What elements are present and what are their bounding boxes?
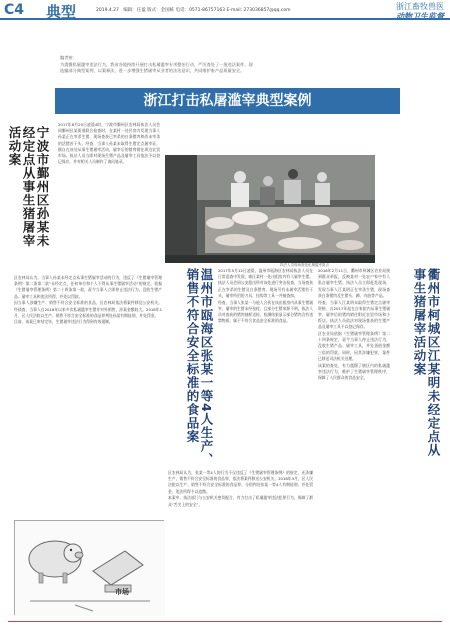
- pig-market-cartoon: [15, 521, 165, 616]
- section-title: 典型: [46, 3, 77, 21]
- publication-name: 浙江畜牧兽医: [396, 2, 444, 11]
- headline-left: 宁波市鄞州区孙某未经定点从事生猪屠宰活动案: [7, 126, 50, 248]
- banner-title: 浙江打击私屠滥宰典型案例: [143, 93, 312, 109]
- article-paragraph: 2017年5月12日凌晨，温州市瓯海区农林局执法人员在日常巡查中发现，辖区某村一处出租房内有人屠宰生猪。执法人员会同公安派出所对该处进行突击检查，当场查获正在宰杀的生猪及白条猪肉，现场另有未屠宰活猪若干头，屠宰所用的刀具、挂钩等工具一并被查扣。: [218, 268, 313, 298]
- masthead-meta: [96, 7, 291, 13]
- headline-middle: 温州市瓯海区张某一等4人生产、销售不符合安全标准的食品案: [185, 268, 214, 467]
- news-photo: [165, 155, 375, 263]
- editor-note-line: 选编部分典型案例，以案释法，进一步增强生猪屠宰从业者的法治意识，共同维护畜产品质量安全。: [60, 68, 245, 73]
- article-paragraph: 2018年2月11日，衢州市柯城区农业局接到群众举报，反映某村一处农户家中有人私自屠宰生猪。执法人员立即赶赴现场，发现当事人江某明正在宰杀生猪，现场查获白条猪肉及生猪头、蹄、内脏等产品。: [318, 268, 390, 298]
- article-paragraph: 目前，该案已审结完毕，生猪屠宰违法行为得到有效遏制。: [14, 319, 113, 325]
- article-middle-top: [218, 268, 313, 468]
- footer-rule: [8, 621, 442, 622]
- cartoon-illustration: [14, 520, 164, 615]
- article-paragraph: 经查，当事人张某一与他人合伙在该出租房内从事生猪屠宰，屠宰的生猪未经检疫，且部分生猪来源不明。执法人员对查获的猪肉抽样送检，检测结果显示部分猪肉含有违禁物质，属于不符合食品安全标准的食品。: [218, 299, 313, 324]
- editor-contact: 编辑：任谧 版式：金国栋 电话：0571-86757163 E-mail: 273036857@qq.com: [123, 8, 291, 13]
- issue-date: 2019.4.27: [96, 8, 119, 13]
- article-paragraph: 区农林局认为，当事人孙某未经定点从事生猪屠宰活动的行为，违反了《生猪屠宰管理条例》第二条第二款“未经定点，任何单位和个人不得从事生猪屠宰活动”的规定。依据《生猪屠宰管理条例》第二十四条第一款，责令当事人立即停止违法行为，没收生猪产品、屠宰工具和违法所得，并处以罚款。: [14, 275, 162, 299]
- headline-banner: [55, 88, 400, 114]
- cartoon-label: 市场: [115, 588, 129, 596]
- article-paragraph: 该案的查处，有力震慑了辖区内的私屠滥宰违法行为，维护了生猪屠宰管理秩序，保障了人民群众的食品安全。: [318, 362, 390, 380]
- article-middle-bottom: [168, 470, 313, 618]
- article-paragraph: 区农业局依据《生猪屠宰管理条例》第二十四条规定，责令当事人停止违法行为，没收生猪产品、屠宰工具，并处货值金额三倍的罚款。同时，因其涉嫌犯罪，案件已移送司法机关处理。: [318, 331, 390, 361]
- article-paragraph: 因当事人涉嫌生产、销售不符合安全标准的食品，区农林局依法将案件移送公安机关。经侦查，当事人自2016年以来多次私屠滥宰生猪并对外销售，涉案金额较大。2018年1月，区人民法院以生产、销售不符合安全标准的食品罪判处孙某有期徒刑，并处罚金。: [14, 300, 162, 318]
- editor-note-label: 编者按：: [60, 55, 77, 60]
- article-paragraph: 2017年6月20日凌晨4时，宁波市鄞州区农林局执法人员会同鄞州区某街道联合检查时，在某村一处民房内发现当事人孙某正在宰杀生猪，现场查获已宰杀的白条猪肉和尚未宰杀的活猪若干头。经查，当事人孙某未取得生猪定点屠宰证，擅自在该处从事生猪屠宰活动，屠宰后的猪肉销往周边农贸市场。执法人员当即对现场生猪产品及屠宰工具依法予以登记保存，并对相关人员制作了询问笔录。: [58, 122, 160, 165]
- butchery-photo: [165, 155, 375, 263]
- article-left-top: [58, 122, 160, 272]
- editor-note-line: 为震慑私屠滥宰违法行为，我省各地持续开展打击私屠滥宰专项整治行动，严厉查处了一批违法案件。现: [60, 61, 253, 67]
- headline-right: 衢州市柯城区江某明未经定点从事生猪屠宰活动案: [412, 268, 441, 457]
- article-right: [318, 268, 390, 618]
- editor-note: [60, 55, 390, 75]
- article-paragraph: 区农林局认为，张某一等4人的行为不仅违反了《生猪屠宰管理条例》的规定，还涉嫌生产、销售不符合安全标准的食品罪，依法将案件移送公安机关。2018年3月，区人民法院以生产、销售不符合安全标准的食品罪，分别判处张某一等4人有期徒刑，并处罚金，违法所得予以追缴。: [168, 470, 313, 494]
- page-number: C4: [4, 2, 25, 18]
- article-paragraph: 经查，当事人江某明未取得生猪定点屠宰资格，自2017年起在自家院内从事生猪屠宰，屠宰后的猪肉销往附近农贸市场和小饭店。执法人员依法对现场查获的生猪产品及屠宰工具予以登记保存。: [318, 299, 390, 330]
- article-paragraph: 本案中，执法部门与公安机关密切配合，有力打击了私屠滥宰违法犯罪行为，保障了群众“舌尖上的安全”。: [168, 495, 313, 507]
- photo-caption: 执法人员现场查处私屠滥宰窝点: [280, 263, 329, 267]
- article-left-bottom: [14, 275, 162, 513]
- column-brand: 动物卫生监督: [396, 11, 444, 21]
